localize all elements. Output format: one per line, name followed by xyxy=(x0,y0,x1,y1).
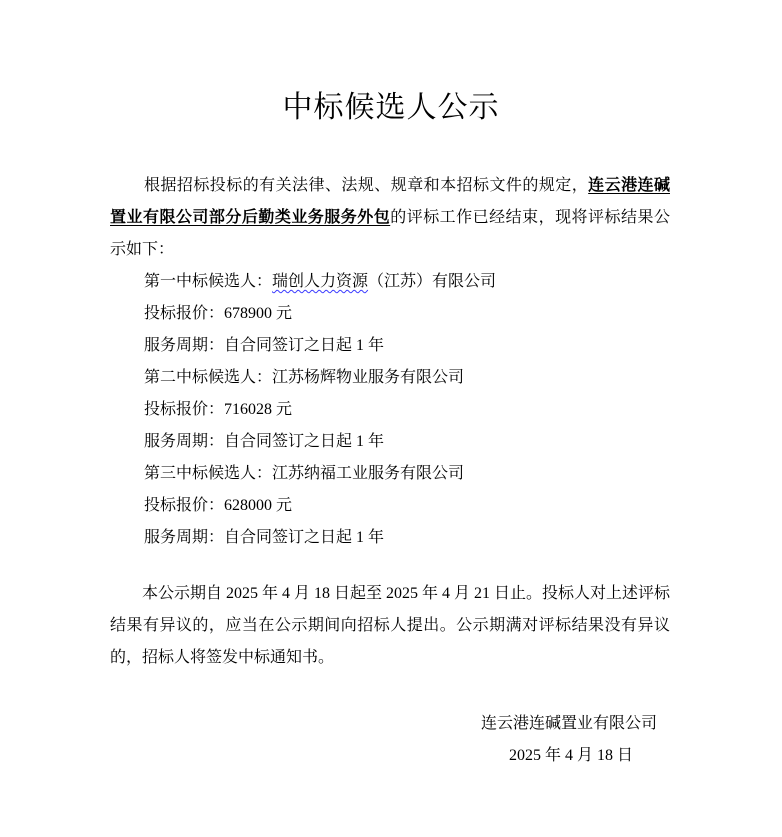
candidate-3-rank-label: 第三中标候选人： xyxy=(144,465,273,482)
candidate-2-name-line xyxy=(110,362,670,394)
signature-company: 连云港连碱置业有限公司 xyxy=(480,715,657,732)
candidate-2-period-line xyxy=(110,426,670,458)
intro-paragraph xyxy=(110,170,670,266)
candidate-1-price-line xyxy=(110,298,670,330)
candidate-1-period-label: 服务周期： xyxy=(144,337,225,354)
candidate-2-period-value: 自合同签订之日起 1 年 xyxy=(224,433,385,450)
candidate-2-price-line xyxy=(110,394,670,426)
candidate-2-period-label: 服务周期： xyxy=(144,433,225,450)
document-body xyxy=(110,170,670,772)
candidate-3-period-value: 自合同签订之日起 1 年 xyxy=(224,529,385,546)
candidate-1-rank-label: 第一中标候选人： xyxy=(144,273,273,290)
intro-lead-text: 根据招标投标的有关法律、法规、规章和本招标文件的规定， xyxy=(144,177,589,194)
signature-date: 2025 年 4 月 18 日 xyxy=(508,747,633,764)
candidate-3-price-line xyxy=(110,490,670,522)
candidate-3-price-value: 628000 元 xyxy=(224,497,293,514)
candidates-list xyxy=(110,266,670,554)
candidate-3-price-label: 投标报价： xyxy=(144,497,225,514)
candidate-3-period-label: 服务周期： xyxy=(144,529,225,546)
page-title: 中标候选人公示 xyxy=(282,91,500,124)
candidate-2-company-name-rest: 江苏杨辉物业服务有限公司 xyxy=(272,369,465,386)
candidate-2-price-value: 716028 元 xyxy=(224,401,293,418)
intro-tail-text: 的评标工作已经结束，现将评标结果公示如下： xyxy=(110,209,670,258)
candidate-1-company-name-rest: （江苏）有限公司 xyxy=(368,273,497,290)
candidate-3-company-name-rest: 江苏纳福工业服务有限公司 xyxy=(272,465,465,482)
candidate-2-price-label: 投标报价： xyxy=(144,401,225,418)
candidate-2-rank-label: 第二中标候选人： xyxy=(144,369,273,386)
candidate-3-period-line xyxy=(110,522,670,554)
project-name-emphasis: 连云港连碱置业有限公司部分后勤类业务服务外包 xyxy=(110,177,670,226)
candidate-1-name-line xyxy=(110,266,670,298)
candidate-3-name-line xyxy=(110,458,670,490)
candidate-1-price-value: 678900 元 xyxy=(224,305,293,322)
candidate-1-period-value: 自合同签订之日起 1 年 xyxy=(224,337,385,354)
candidate-1-company-name-spellcheck: 瑞创人力资源 xyxy=(272,273,369,290)
candidate-1-price-label: 投标报价： xyxy=(144,305,225,322)
candidate-1-period-line xyxy=(110,330,670,362)
closing-paragraph: 本公示期自 2025 年 4 月 18 日起至 2025 年 4 月 21 日止。投标人对上述评标结果有异议的，应当在公示期间向招标人提出。公示期满对评标结果没有异议的，招标人将签发中标通知书。 xyxy=(110,585,671,666)
signature-block xyxy=(110,708,670,772)
